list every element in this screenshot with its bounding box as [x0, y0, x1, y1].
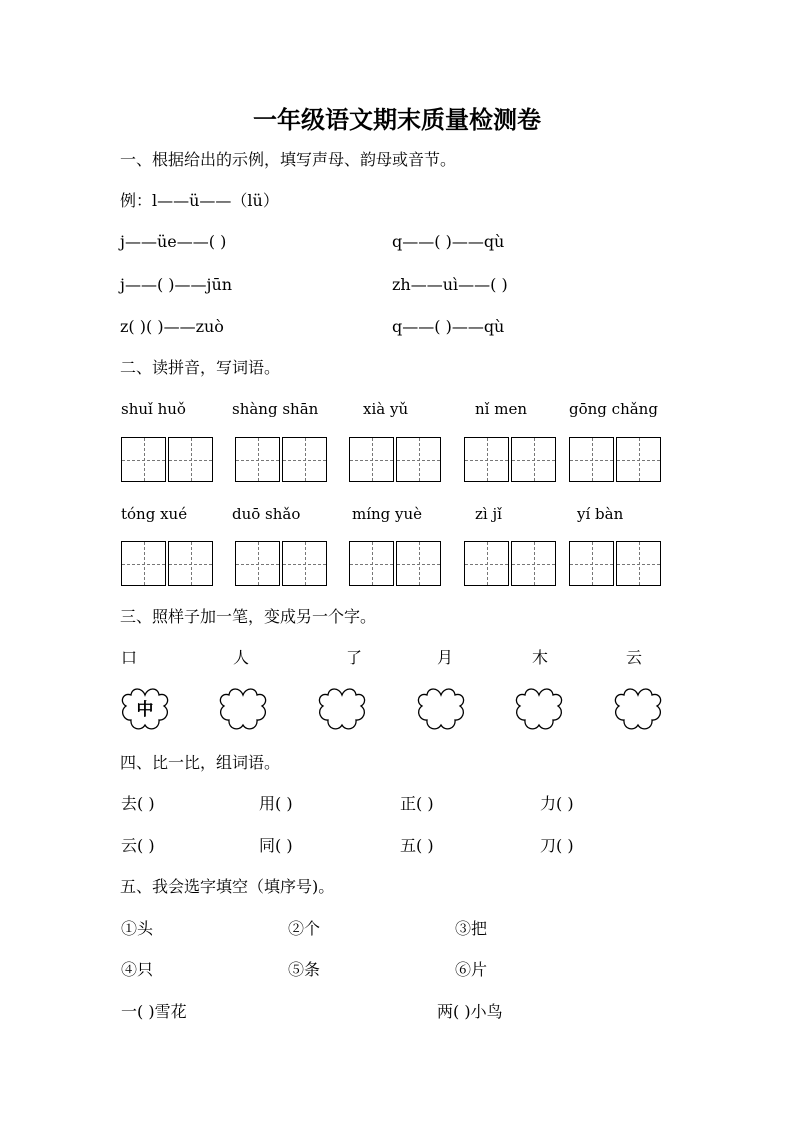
pinyin-label: gōng chǎng: [569, 400, 658, 418]
section2-heading: 二、读拼音，写词语。: [120, 358, 281, 377]
writing-grid-box[interactable]: [464, 541, 509, 586]
writing-grid-box[interactable]: [121, 437, 166, 482]
measure-word-blank[interactable]: 一( )雪花: [121, 1002, 187, 1021]
compare-word-blank[interactable]: 五( ): [400, 836, 434, 855]
pinyin-label: míng yuè: [352, 505, 423, 523]
compare-word-blank[interactable]: 正( ): [400, 794, 434, 813]
option-item: ⑤条: [288, 960, 321, 979]
flower-answer-box[interactable]: [217, 686, 269, 734]
flower-answer-box[interactable]: [612, 686, 664, 734]
flower-icon: [513, 686, 565, 734]
writing-grid-box[interactable]: [616, 541, 661, 586]
flower-answer-box[interactable]: [316, 686, 368, 734]
flower-icon: [217, 686, 269, 734]
s1-row3-left: z( )( )——zuò: [120, 317, 224, 336]
flower-answer-box[interactable]: [513, 686, 565, 734]
compare-word-blank[interactable]: 云( ): [121, 836, 155, 855]
writing-grid-box[interactable]: [511, 541, 556, 586]
s1-row2-right: zh——uì——( ): [392, 275, 508, 294]
s1-row2-left: j——( )——jūn: [120, 275, 233, 294]
section1-example: 例：l——ü——（lü）: [120, 191, 279, 210]
writing-grid-box[interactable]: [235, 541, 280, 586]
flower-icon: [415, 686, 467, 734]
option-item: ⑥片: [455, 960, 488, 979]
option-item: ①头: [121, 919, 154, 938]
pinyin-label: shuǐ huǒ: [121, 400, 186, 418]
compare-word-blank[interactable]: 同( ): [259, 836, 293, 855]
pinyin-label: shàng shān: [232, 400, 319, 418]
source-char: 了: [346, 648, 363, 667]
pinyin-label: zì jǐ: [475, 505, 502, 523]
section1-heading: 一、根据给出的示例，填写声母、韵母或音节。: [120, 150, 457, 169]
writing-grid-box[interactable]: [168, 437, 213, 482]
flower-icon: [612, 686, 664, 734]
section5-heading: 五、我会选字填空（填序号)。: [120, 877, 335, 896]
writing-grid-box[interactable]: [121, 541, 166, 586]
pinyin-label: yí bàn: [577, 505, 624, 523]
pinyin-label: nǐ men: [475, 400, 527, 418]
option-item: ②个: [288, 919, 321, 938]
source-char: 口: [121, 648, 138, 667]
writing-grid-box[interactable]: [168, 541, 213, 586]
source-char: 月: [437, 648, 454, 667]
compare-word-blank[interactable]: 力( ): [540, 794, 574, 813]
option-item: ③把: [455, 919, 488, 938]
pinyin-label: duō shǎo: [232, 505, 301, 523]
s1-row1-right: q——( )——qù: [392, 232, 505, 251]
writing-grid-box[interactable]: [282, 541, 327, 586]
source-char: 人: [233, 648, 250, 667]
writing-grid-box[interactable]: [616, 437, 661, 482]
writing-grid-box[interactable]: [569, 437, 614, 482]
option-item: ④只: [121, 960, 154, 979]
source-char: 云: [626, 648, 643, 667]
page-title: 一年级语文期末质量检测卷: [253, 105, 541, 134]
writing-grid-box[interactable]: [511, 437, 556, 482]
example-answer-char: 中: [136, 700, 154, 720]
flower-icon: [316, 686, 368, 734]
compare-word-blank[interactable]: 用( ): [259, 794, 293, 813]
section4-heading: 四、比一比，组词语。: [120, 753, 281, 772]
pinyin-label: xià yǔ: [363, 400, 409, 418]
s1-row1-left: j——üe——( ): [120, 232, 227, 251]
s1-row3-right: q——( )——qù: [392, 317, 505, 336]
writing-grid-box[interactable]: [464, 437, 509, 482]
flower-answer-box[interactable]: [415, 686, 467, 734]
measure-word-blank[interactable]: 两( )小鸟: [437, 1002, 503, 1021]
flower-answer-box: [119, 686, 171, 734]
compare-word-blank[interactable]: 去( ): [121, 794, 155, 813]
writing-grid-box[interactable]: [396, 437, 441, 482]
writing-grid-box[interactable]: [396, 541, 441, 586]
source-char: 木: [532, 648, 549, 667]
writing-grid-box[interactable]: [235, 437, 280, 482]
compare-word-blank[interactable]: 刀( ): [540, 836, 574, 855]
pinyin-label: tóng xué: [121, 505, 188, 523]
writing-grid-box[interactable]: [349, 437, 394, 482]
section3-heading: 三、照样子加一笔，变成另一个字。: [120, 607, 377, 626]
writing-grid-box[interactable]: [282, 437, 327, 482]
writing-grid-box[interactable]: [569, 541, 614, 586]
writing-grid-box[interactable]: [349, 541, 394, 586]
